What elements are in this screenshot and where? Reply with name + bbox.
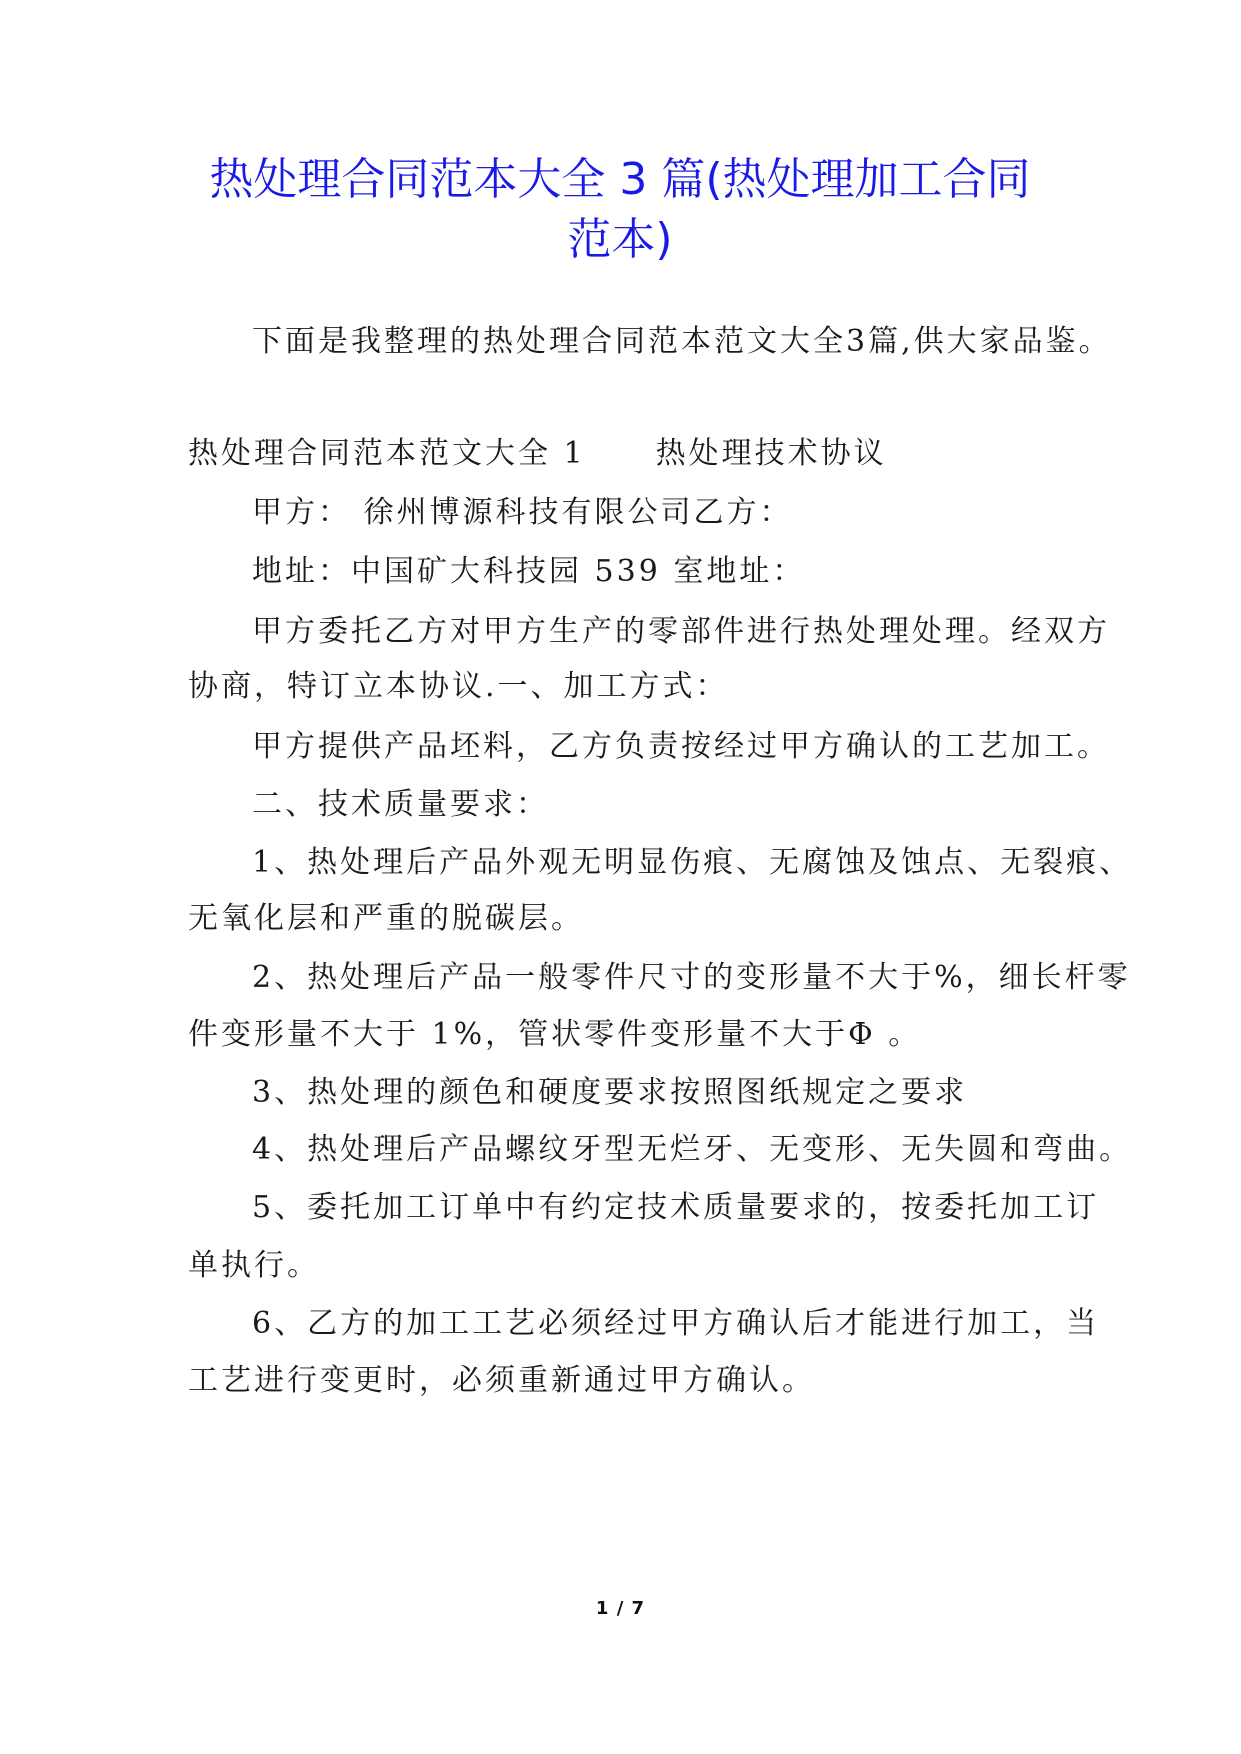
requirement-4: 4、热处理后产品螺纹牙型无烂牙、无变形、无失圆和弯曲。 <box>252 1132 1133 1167</box>
requirement-6-line-1: 6、乙方的加工工艺必须经过甲方确认后才能进行加工，当 <box>252 1306 1100 1341</box>
section-subtitle: 热处理技术协议 <box>655 436 887 471</box>
requirement-5-line-1: 5、委托加工订单中有约定技术质量要求的，按委托加工订 <box>252 1190 1100 1225</box>
section-heading-row <box>188 434 887 474</box>
requirement-1-line-1: 1、热处理后产品外观无明显伤痕、无腐蚀及蚀点、无裂痕、 <box>252 845 1133 880</box>
requirement-3: 3、热处理的颜色和硬度要求按照图纸规定之要求 <box>252 1075 968 1110</box>
requirement-2-line-2: 件变形量不大于 1%，管状零件变形量不大于Φ 。 <box>188 1017 922 1052</box>
requirement-5-line-2: 单执行。 <box>188 1248 320 1283</box>
requirement-1-line-2: 无氧化层和严重的脱碳层。 <box>188 901 584 936</box>
intro-paragraph: 下面是我整理的热处理合同范本范文大全3篇,供大家品鉴。 <box>252 324 1112 359</box>
requirement-6-line-2: 工艺进行变更时，必须重新通过甲方确认。 <box>188 1363 815 1398</box>
title-line-2: 范本) <box>567 214 673 265</box>
section-heading: 热处理合同范本范文大全 1 <box>188 436 586 471</box>
requirements-heading: 二、技术质量要求： <box>252 787 549 822</box>
title-line-1: 热处理合同范本大全 3 篇(热处理加工合同 <box>209 154 1031 205</box>
document-title <box>150 150 1090 270</box>
party-a-line: 甲方： 徐州博源科技有限公司乙方： <box>252 495 793 530</box>
entrust-paragraph-line-2: 协商，特订立本协议.一、加工方式： <box>188 669 729 704</box>
page-number: 1 / 7 <box>595 1598 646 1619</box>
requirement-2-line-1: 2、热处理后产品一般零件尺寸的变形量不大于%，细长杆零 <box>252 960 1131 995</box>
entrust-paragraph-line-1: 甲方委托乙方对甲方生产的零部件进行热处理处理。经双方 <box>252 614 1110 649</box>
address-line: 地址：中国矿大科技园 539 室地址： <box>252 554 806 589</box>
supply-paragraph: 甲方提供产品坯料，乙方负责按经过甲方确认的工艺加工。 <box>252 729 1110 764</box>
